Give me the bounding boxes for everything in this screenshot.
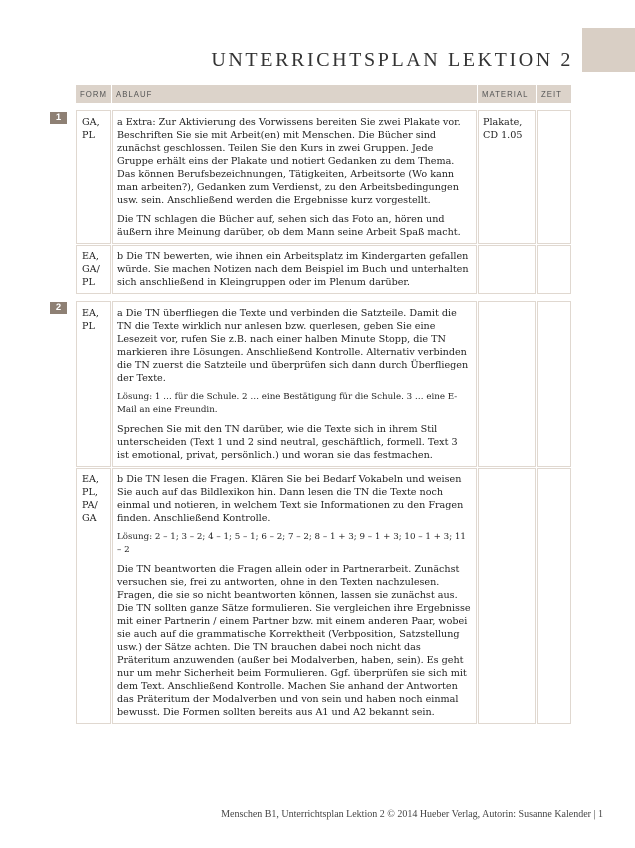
form-value: EA, bbox=[82, 251, 99, 262]
form-value: PL, bbox=[82, 487, 98, 498]
ablauf-cell bbox=[112, 245, 477, 294]
form-value: PA/ bbox=[82, 500, 98, 511]
zeit-cell bbox=[537, 468, 571, 724]
form-value: GA bbox=[82, 513, 97, 524]
form-cell bbox=[76, 245, 111, 294]
ablauf-paragraph: b Die TN bewerten, wie ihnen ein Arbeitsplatz im Kindergarten gefallen würde. Sie machen Notizen nach dem Beispiel im Buch und unterhalten sich anschließend in Kleingruppen oder im Plenum darüber. bbox=[117, 251, 469, 288]
table-header-row bbox=[76, 85, 571, 103]
page-title: UNTERRICHTSPLAN LEKTION 2 bbox=[211, 49, 573, 71]
corner-tab bbox=[582, 28, 635, 72]
header-zeit: ZEIT bbox=[537, 85, 571, 103]
header-form: FORM bbox=[76, 85, 111, 103]
step-badge-1: 1 bbox=[50, 112, 67, 124]
table-row bbox=[76, 468, 571, 724]
ablauf-cell bbox=[112, 468, 477, 724]
material-value: Plakate, bbox=[483, 117, 523, 128]
form-value: GA, bbox=[82, 117, 100, 128]
material-value: CD 1.05 bbox=[483, 130, 523, 141]
material-cell bbox=[478, 245, 536, 294]
solution-paragraph: Lösung: 2 – 1; 3 – 2; 4 – 1; 5 – 1; 6 – 2; 7 – 2; 8 – 1 + 3; 9 – 1 + 3; 10 – 1 + 3; 11 – 2 bbox=[117, 532, 466, 555]
header-material: MATERIAL bbox=[478, 85, 536, 103]
ablauf-paragraph: a Extra: Zur Aktivierung des Vorwissens bereiten Sie zwei Plakate vor. Beschriften Sie sie mit Arbeit(en) mit Menschen. Die Bücher sind zunächst geschlossen. Teilen Sie den Kurs in zwei Gruppen. Jede Gruppe erhält eins der Plakate und notiert Gedanken zu dem Thema. Das können Berufsbezeichnungen, Tätigkeiten, Arbeitsorte (Wo kann man arbeiten?), Gedanken zum Verdienst, zu den Arbeitsbedingungen usw. sein. Anschließend werden die Ergebnisse kurz vorgestellt. bbox=[117, 117, 461, 206]
ablauf-paragraph: a Die TN überfliegen die Texte und verbinden die Satzteile. Damit die TN die Texte wirklich nur anlesen bzw. querlesen, geben Sie eine Lesezeit vor, rufen Sie z.B. nach einer halben Minute Stopp, die TN markieren ihre Lösungen. Anschließend Kontrolle. Alternativ verbinden die TN zuerst die Satzteile und überprüfen sich dann durch Überfliegen der Texte. bbox=[117, 308, 469, 384]
solution-paragraph: Lösung: 1 … für die Schule. 2 … eine Bestätigung für die Schule. 3 … eine E-Mail an eine Freundin. bbox=[117, 392, 458, 415]
zeit-cell bbox=[537, 110, 571, 244]
form-value: PL bbox=[82, 130, 95, 141]
page-footer: Menschen B1, Unterrichtsplan Lektion 2 © 2014 Hueber Verlag, Autorin: Susanne Kalender | 1 bbox=[221, 809, 603, 820]
form-cell bbox=[76, 301, 111, 467]
form-value: EA, bbox=[82, 474, 99, 485]
ablauf-paragraph: Die TN schlagen die Bücher auf, sehen sich das Foto an, hören und äußern ihre Meinung darüber, ob dem Mann seine Arbeit Spaß macht. bbox=[117, 214, 461, 238]
ablauf-paragraph: b Die TN lesen die Fragen. Klären Sie bei Bedarf Vokabeln und weisen Sie auch auf das Bildlexikon hin. Dann lesen die TN die Texte noch einmal und notieren, in welchem Text sie Informationen zu den Fragen finden. Anschließend Kontrolle. bbox=[117, 474, 464, 524]
table-row bbox=[76, 110, 571, 244]
ablauf-cell bbox=[112, 301, 477, 467]
ablauf-cell bbox=[112, 110, 477, 244]
table-row bbox=[76, 245, 571, 294]
ablauf-paragraph: Sprechen Sie mit den TN darüber, wie die Texte sich in ihrem Stil unterscheiden (Text 1 und 2 sind neutral, geschäftlich, formell. Text 3 ist emotional, privat, persönlich.) und woran sie das festmachen. bbox=[117, 424, 458, 461]
form-cell bbox=[76, 110, 111, 244]
form-value: GA/ bbox=[82, 264, 100, 275]
form-value: PL bbox=[82, 321, 95, 332]
step-badge-2: 2 bbox=[50, 302, 67, 314]
ablauf-paragraph: Die TN beantworten die Fragen allein oder in Partnerarbeit. Zunächst versuchen sie, frei zu antworten, ohne in den Texten nachzulesen. Fragen, die sie so nicht beantworten können, lassen sie zunächst aus. Die TN sollten ganze Sätze formulieren. Sie vergleichen ihre Ergebnisse mit einer Partnerin / einem Partner bzw. mit einem anderen Paar, wobei sie auch auf die grammatische Korrektheit (Verbposition, Satzstellung usw.) der Sätze achten. Die TN brauchen dabei noch nicht das Präteritum anzuwenden (außer bei Modalverben, haben, sein). Es geht nur um mehr Sicherheit beim Formulieren. Ggf. überprüfen sie sich mit dem Text. Anschließend Kontrolle. Machen Sie anhand der Antworten das Präteritum der Modalverben und von sein und haben noch einmal bewusst. Die Formen sollten bereits aus A1 und A2 bekannt sein. bbox=[117, 564, 471, 718]
form-value: EA, bbox=[82, 308, 99, 319]
material-cell bbox=[478, 468, 536, 724]
zeit-cell bbox=[537, 301, 571, 467]
material-cell bbox=[478, 110, 536, 244]
form-cell bbox=[76, 468, 111, 724]
zeit-cell bbox=[537, 245, 571, 294]
form-value: PL bbox=[82, 277, 95, 288]
lesson-plan-table bbox=[75, 84, 572, 725]
header-ablauf: ABLAUF bbox=[112, 85, 477, 103]
table-row bbox=[76, 301, 571, 467]
material-cell bbox=[478, 301, 536, 467]
